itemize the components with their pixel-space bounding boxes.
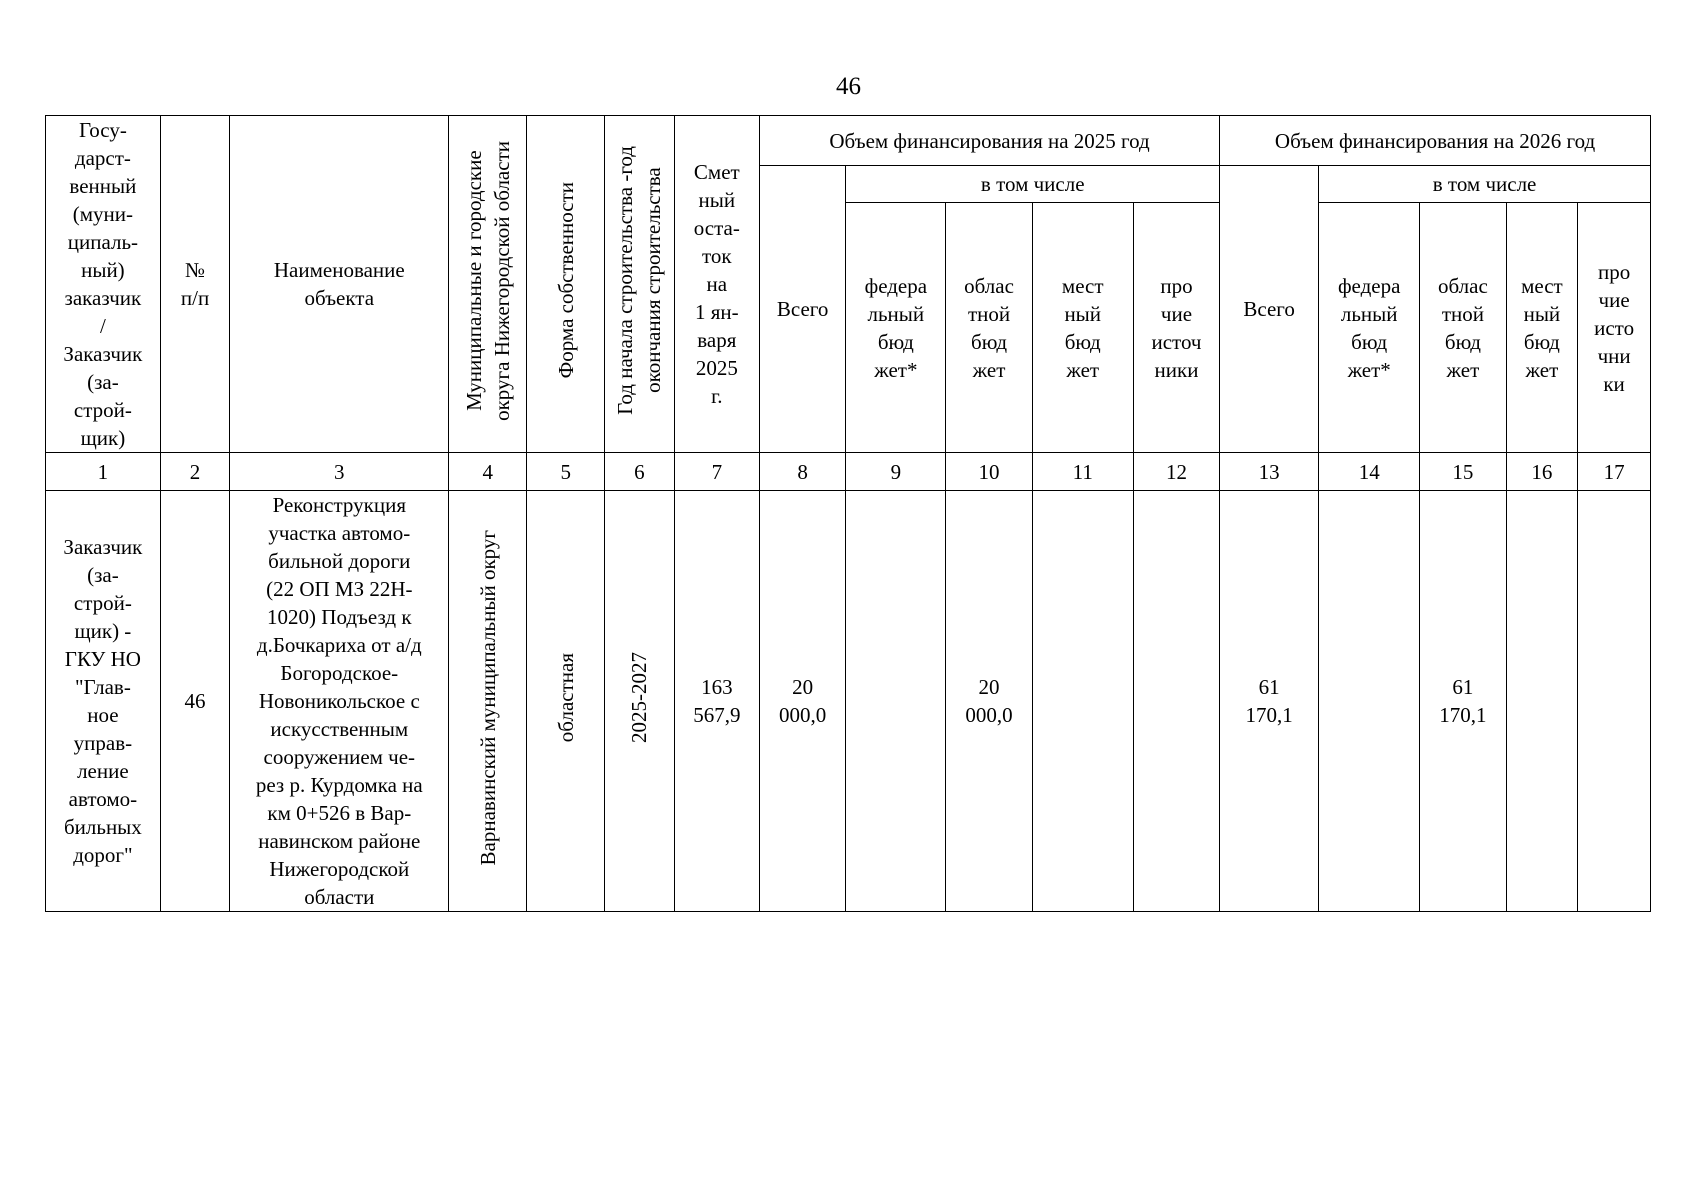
header-total-2025: Всего	[759, 166, 845, 453]
header-other-2026: про чие исто чни ки	[1578, 203, 1651, 453]
cell-regional-2025: 20 000,0	[946, 491, 1032, 912]
header-other-2025: про чие источ ники	[1133, 203, 1219, 453]
cell-ownership-form: областная	[527, 491, 605, 912]
column-number: 12	[1133, 453, 1219, 491]
column-number: 10	[946, 453, 1032, 491]
column-number: 16	[1506, 453, 1578, 491]
column-number: 4	[449, 453, 527, 491]
page-number: 46	[836, 73, 861, 100]
column-number: 11	[1032, 453, 1133, 491]
cell-federal-2025	[846, 491, 946, 912]
cell-other-2025	[1133, 491, 1219, 912]
header-regional-2026: облас тной бюд жет	[1420, 203, 1506, 453]
column-number: 9	[846, 453, 946, 491]
header-total-2026: Всего	[1220, 166, 1319, 453]
cell-number: 46	[160, 491, 230, 912]
header-customer: Госу- дарст- венный (муни- ципаль- ный) заказчик / Заказчик (за- строй- щик)	[46, 116, 161, 453]
header-financing-2026: Объем финансирования на 2026 год	[1220, 116, 1651, 166]
column-number: 3	[230, 453, 449, 491]
header-federal-2026: федера льный бюд жет*	[1319, 203, 1420, 453]
column-number: 7	[674, 453, 759, 491]
table-row	[46, 491, 1651, 912]
column-number: 13	[1220, 453, 1319, 491]
header-ownership-form: Форма собственности	[527, 116, 605, 453]
header-including-2025: в том числе	[846, 166, 1220, 203]
header-number: № п/п	[160, 116, 230, 453]
column-number: 5	[527, 453, 605, 491]
column-number: 15	[1420, 453, 1506, 491]
cell-local-2025	[1032, 491, 1133, 912]
cell-other-2026	[1578, 491, 1651, 912]
financing-table	[45, 115, 1651, 912]
header-row-1	[46, 116, 1651, 166]
column-number: 17	[1578, 453, 1651, 491]
column-number-row	[46, 453, 1651, 491]
cell-federal-2026	[1319, 491, 1420, 912]
column-number: 1	[46, 453, 161, 491]
column-number: 8	[759, 453, 845, 491]
header-estimate-balance: Смет ный оста- ток на 1 ян- варя 2025 г.	[674, 116, 759, 453]
header-construction-years: Год начала строительства -год окончания строительства	[605, 116, 675, 453]
column-number: 14	[1319, 453, 1420, 491]
header-federal-2025: федера льный бюд жет*	[846, 203, 946, 453]
cell-total-2026: 61 170,1	[1220, 491, 1319, 912]
cell-estimate-balance: 163 567,9	[674, 491, 759, 912]
header-including-2026: в том числе	[1319, 166, 1651, 203]
cell-construction-years: 2025-2027	[605, 491, 675, 912]
header-local-2026: мест ный бюд жет	[1506, 203, 1578, 453]
cell-total-2025: 20 000,0	[759, 491, 845, 912]
cell-customer: Заказчик (за- строй- щик) - ГКУ НО "Глав- ное управ- ление автомо- бильных дорог"	[46, 491, 161, 912]
header-object-name: Наименование объекта	[230, 116, 449, 453]
header-local-2025: мест ный бюд жет	[1032, 203, 1133, 453]
column-number: 2	[160, 453, 230, 491]
header-regional-2025: облас тной бюд жет	[946, 203, 1032, 453]
cell-local-2026	[1506, 491, 1578, 912]
header-financing-2025: Объем финансирования на 2025 год	[759, 116, 1219, 166]
cell-regional-2026: 61 170,1	[1420, 491, 1506, 912]
header-municipal-district: Муниципальные и городские округа Нижегородской области	[449, 116, 527, 453]
cell-object-name: Реконструкция участка автомо- бильной дороги (22 ОП МЗ 22Н- 1020) Подъезд к д.Бочкариха от а/д Богородское- Новоникольское с искусственным сооружением че- рез р. Курдомка на км 0+526 в Вар- навинском районе Нижегородской области	[230, 491, 449, 912]
cell-municipal-district: Варнавинский муниципальный округ	[449, 491, 527, 912]
column-number: 6	[605, 453, 675, 491]
